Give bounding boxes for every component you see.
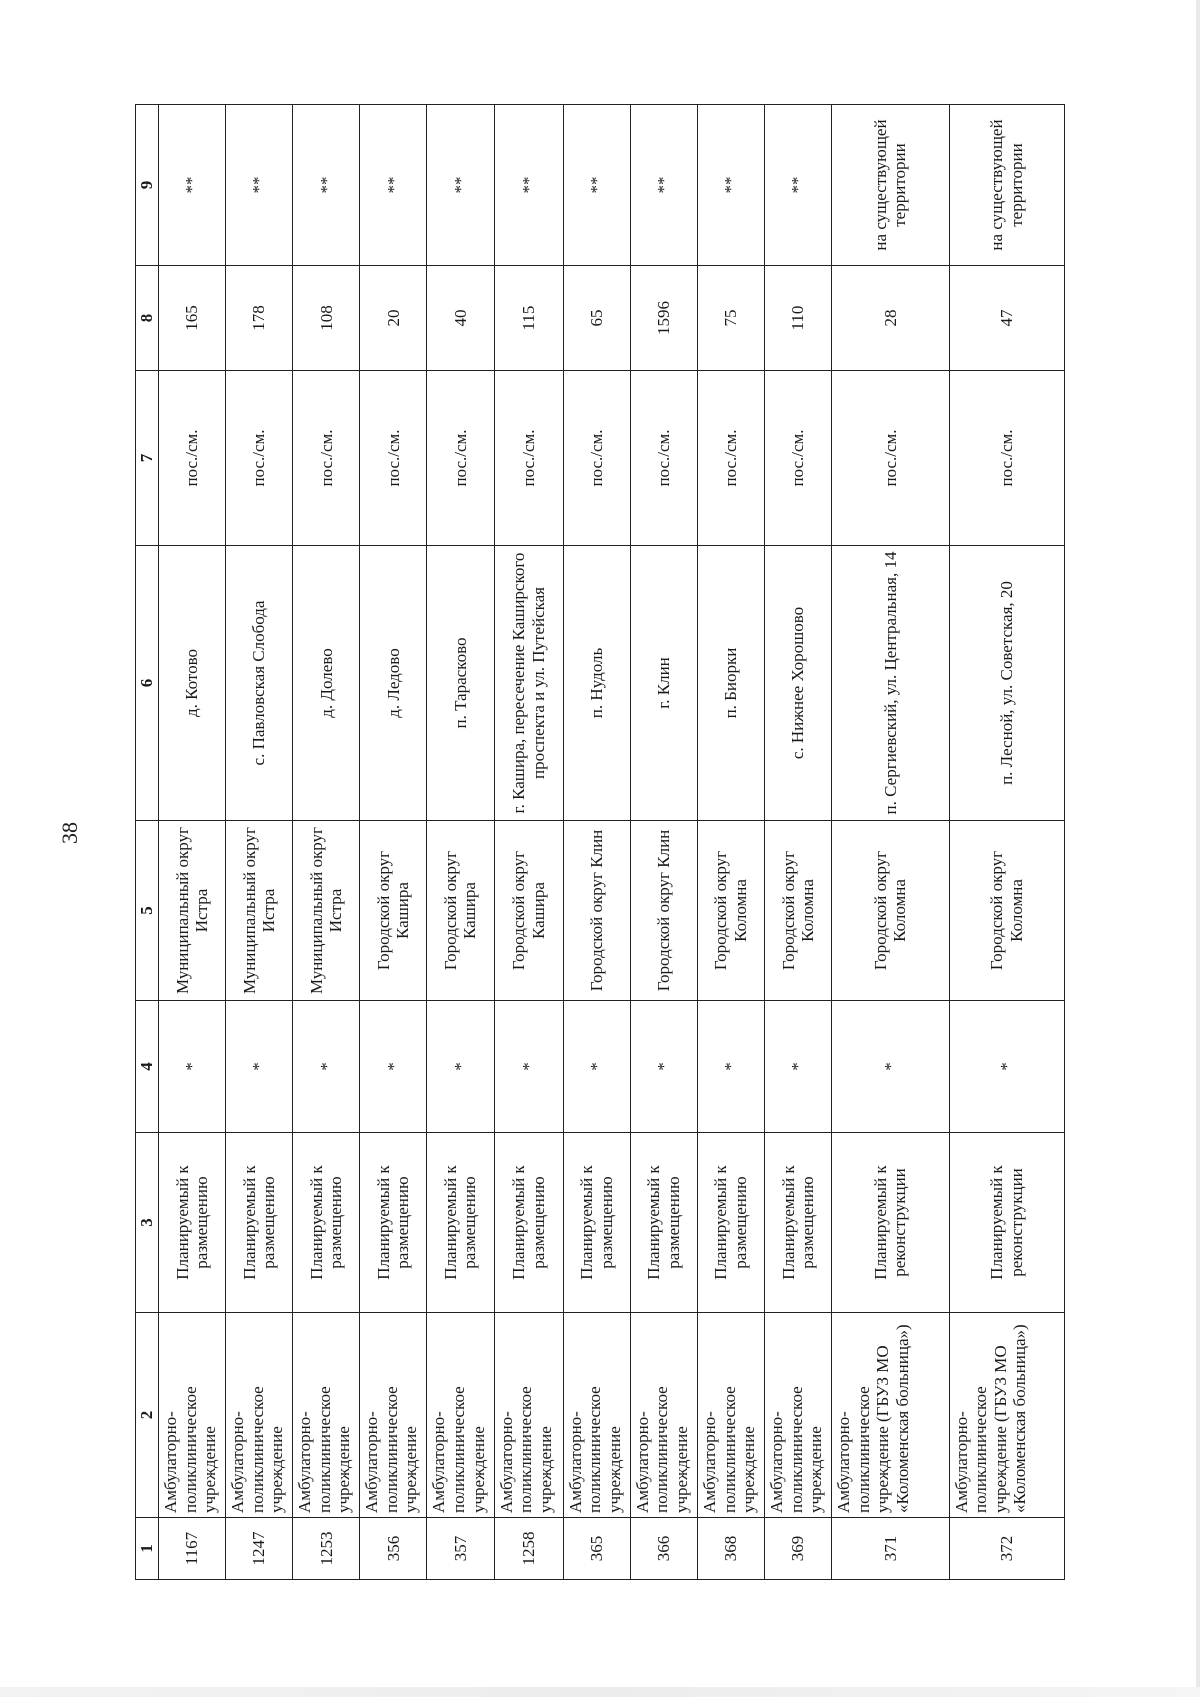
- cell-facility: Амбулаторно-поликлиническое учреждение: [494, 1313, 563, 1518]
- cell-unit: пос./см.: [494, 371, 563, 546]
- table-row: [949, 105, 1064, 1580]
- cell-number: 356: [360, 1518, 427, 1580]
- cell-capacity: 1596: [630, 266, 697, 371]
- table-row: [832, 105, 949, 1580]
- scan-edge-shadow: [1196, 0, 1200, 1697]
- cell-status: Планируемый к размещению: [765, 1133, 832, 1313]
- cell-unit: пос./см.: [949, 371, 1064, 546]
- cell-location: д. Котово: [159, 546, 226, 821]
- cell-location: г. Клин: [630, 546, 697, 821]
- table-row: [563, 105, 630, 1580]
- cell-number: 357: [427, 1518, 494, 1580]
- cell-note: **: [226, 105, 293, 266]
- cell-facility: Амбулаторно-поликлиническое учреждение (ГБУЗ МО «Коломенская больница»): [832, 1313, 949, 1518]
- cell-location: д. Долево: [293, 546, 360, 821]
- cell-number: 1167: [159, 1518, 226, 1580]
- cell-municipality: Городской округ Коломна: [832, 821, 949, 1001]
- cell-location: п. Сергиевский, ул. Центральная, 14: [832, 546, 949, 821]
- table-row: [226, 105, 293, 1580]
- cell-municipality: Городской округ Коломна: [697, 821, 764, 1001]
- cell-mark: *: [949, 1001, 1064, 1133]
- cell-capacity: 110: [765, 266, 832, 371]
- table-row: [494, 105, 563, 1580]
- cell-number: 1258: [494, 1518, 563, 1580]
- cell-municipality: Муниципальный округ Истра: [159, 821, 226, 1001]
- cell-status: Планируемый к реконструкции: [832, 1133, 949, 1313]
- cell-note: **: [360, 105, 427, 266]
- cell-municipality: Городской округ Кашира: [494, 821, 563, 1001]
- col-header: 3: [136, 1133, 159, 1313]
- cell-note: **: [630, 105, 697, 266]
- cell-status: Планируемый к размещению: [630, 1133, 697, 1313]
- col-header: 9: [136, 105, 159, 266]
- cell-status: Планируемый к размещению: [697, 1133, 764, 1313]
- cell-unit: пос./см.: [630, 371, 697, 546]
- cell-capacity: 178: [226, 266, 293, 371]
- cell-municipality: Городской округ Коломна: [949, 821, 1064, 1001]
- cell-unit: пос./см.: [563, 371, 630, 546]
- data-table: [135, 104, 1065, 1580]
- cell-status: Планируемый к размещению: [563, 1133, 630, 1313]
- cell-municipality: Городской округ Коломна: [765, 821, 832, 1001]
- cell-location: п. Биорки: [697, 546, 764, 821]
- cell-number: 372: [949, 1518, 1064, 1580]
- cell-mark: *: [226, 1001, 293, 1133]
- cell-mark: *: [630, 1001, 697, 1133]
- table-row: [630, 105, 697, 1580]
- cell-facility: Амбулаторно-поликлиническое учреждение: [159, 1313, 226, 1518]
- cell-note: **: [563, 105, 630, 266]
- cell-location: п. Тарасково: [427, 546, 494, 821]
- col-header: 1: [136, 1518, 159, 1580]
- cell-facility: Амбулаторно-поликлиническое учреждение: [630, 1313, 697, 1518]
- cell-capacity: 75: [697, 266, 764, 371]
- cell-mark: *: [293, 1001, 360, 1133]
- cell-mark: *: [765, 1001, 832, 1133]
- cell-mark: *: [159, 1001, 226, 1133]
- cell-location: с. Нижнее Хорошово: [765, 546, 832, 821]
- cell-mark: *: [494, 1001, 563, 1133]
- cell-capacity: 47: [949, 266, 1064, 371]
- cell-note: **: [427, 105, 494, 266]
- cell-facility: Амбулаторно-поликлиническое учреждение (ГБУЗ МО «Коломенская больница»): [949, 1313, 1064, 1518]
- cell-note: на существующей территории: [949, 105, 1064, 266]
- col-header: 7: [136, 371, 159, 546]
- cell-unit: пос./см.: [427, 371, 494, 546]
- cell-mark: *: [697, 1001, 764, 1133]
- table-row: [697, 105, 764, 1580]
- cell-status: Планируемый к размещению: [427, 1133, 494, 1313]
- cell-facility: Амбулаторно-поликлиническое учреждение: [293, 1313, 360, 1518]
- page-number: 38: [57, 822, 82, 844]
- cell-note: **: [494, 105, 563, 266]
- cell-unit: пос./см.: [697, 371, 764, 546]
- cell-number: 371: [832, 1518, 949, 1580]
- table-row: [159, 105, 226, 1580]
- cell-number: 368: [697, 1518, 764, 1580]
- cell-municipality: Муниципальный округ Истра: [226, 821, 293, 1001]
- cell-mark: *: [832, 1001, 949, 1133]
- cell-status: Планируемый к реконструкции: [949, 1133, 1064, 1313]
- cell-unit: пос./см.: [360, 371, 427, 546]
- cell-capacity: 65: [563, 266, 630, 371]
- cell-note: **: [765, 105, 832, 266]
- cell-capacity: 165: [159, 266, 226, 371]
- cell-capacity: 108: [293, 266, 360, 371]
- cell-number: 366: [630, 1518, 697, 1580]
- cell-facility: Амбулаторно-поликлиническое учреждение: [697, 1313, 764, 1518]
- cell-unit: пос./см.: [832, 371, 949, 546]
- table-header-row: [136, 105, 159, 1580]
- cell-location: д. Ледово: [360, 546, 427, 821]
- cell-municipality: Городской округ Клин: [630, 821, 697, 1001]
- cell-facility: Амбулаторно-поликлиническое учреждение: [360, 1313, 427, 1518]
- table-row: [293, 105, 360, 1580]
- cell-status: Планируемый к размещению: [159, 1133, 226, 1313]
- cell-location: п. Лесной, ул. Советская, 20: [949, 546, 1064, 821]
- cell-capacity: 40: [427, 266, 494, 371]
- cell-note: **: [159, 105, 226, 266]
- cell-facility: Амбулаторно-поликлиническое учреждение: [427, 1313, 494, 1518]
- cell-number: 1253: [293, 1518, 360, 1580]
- col-header: 2: [136, 1313, 159, 1518]
- rotated-table-container: [135, 105, 1065, 1580]
- cell-municipality: Городской округ Кашира: [360, 821, 427, 1001]
- cell-facility: Амбулаторно-поликлиническое учреждение: [765, 1313, 832, 1518]
- col-header: 6: [136, 546, 159, 821]
- cell-facility: Амбулаторно-поликлиническое учреждение: [563, 1313, 630, 1518]
- cell-mark: *: [360, 1001, 427, 1133]
- cell-mark: *: [563, 1001, 630, 1133]
- cell-location: п. Нудоль: [563, 546, 630, 821]
- cell-unit: пос./см.: [293, 371, 360, 546]
- cell-number: 369: [765, 1518, 832, 1580]
- cell-note: **: [697, 105, 764, 266]
- cell-municipality: Городской округ Кашира: [427, 821, 494, 1001]
- cell-number: 1247: [226, 1518, 293, 1580]
- cell-status: Планируемый к размещению: [226, 1133, 293, 1313]
- cell-mark: *: [427, 1001, 494, 1133]
- col-header: 4: [136, 1001, 159, 1133]
- cell-facility: Амбулаторно-поликлиническое учреждение: [226, 1313, 293, 1518]
- cell-unit: пос./см.: [226, 371, 293, 546]
- scan-bottom-strip: [0, 1687, 1200, 1697]
- cell-unit: пос./см.: [765, 371, 832, 546]
- cell-municipality: Городской округ Клин: [563, 821, 630, 1001]
- table-row: [427, 105, 494, 1580]
- cell-municipality: Муниципальный округ Истра: [293, 821, 360, 1001]
- cell-status: Планируемый к размещению: [293, 1133, 360, 1313]
- table-row: [360, 105, 427, 1580]
- cell-capacity: 115: [494, 266, 563, 371]
- cell-capacity: 28: [832, 266, 949, 371]
- cell-status: Планируемый к размещению: [360, 1133, 427, 1313]
- cell-note: **: [293, 105, 360, 266]
- col-header: 5: [136, 821, 159, 1001]
- cell-location: с. Павловская Слобода: [226, 546, 293, 821]
- cell-number: 365: [563, 1518, 630, 1580]
- cell-unit: пос./см.: [159, 371, 226, 546]
- cell-capacity: 20: [360, 266, 427, 371]
- col-header: 8: [136, 266, 159, 371]
- cell-location: г. Кашира, пересечение Каширского проспекта и ул. Путейская: [494, 546, 563, 821]
- cell-note: на существующей территории: [832, 105, 949, 266]
- table-row: [765, 105, 832, 1580]
- cell-status: Планируемый к размещению: [494, 1133, 563, 1313]
